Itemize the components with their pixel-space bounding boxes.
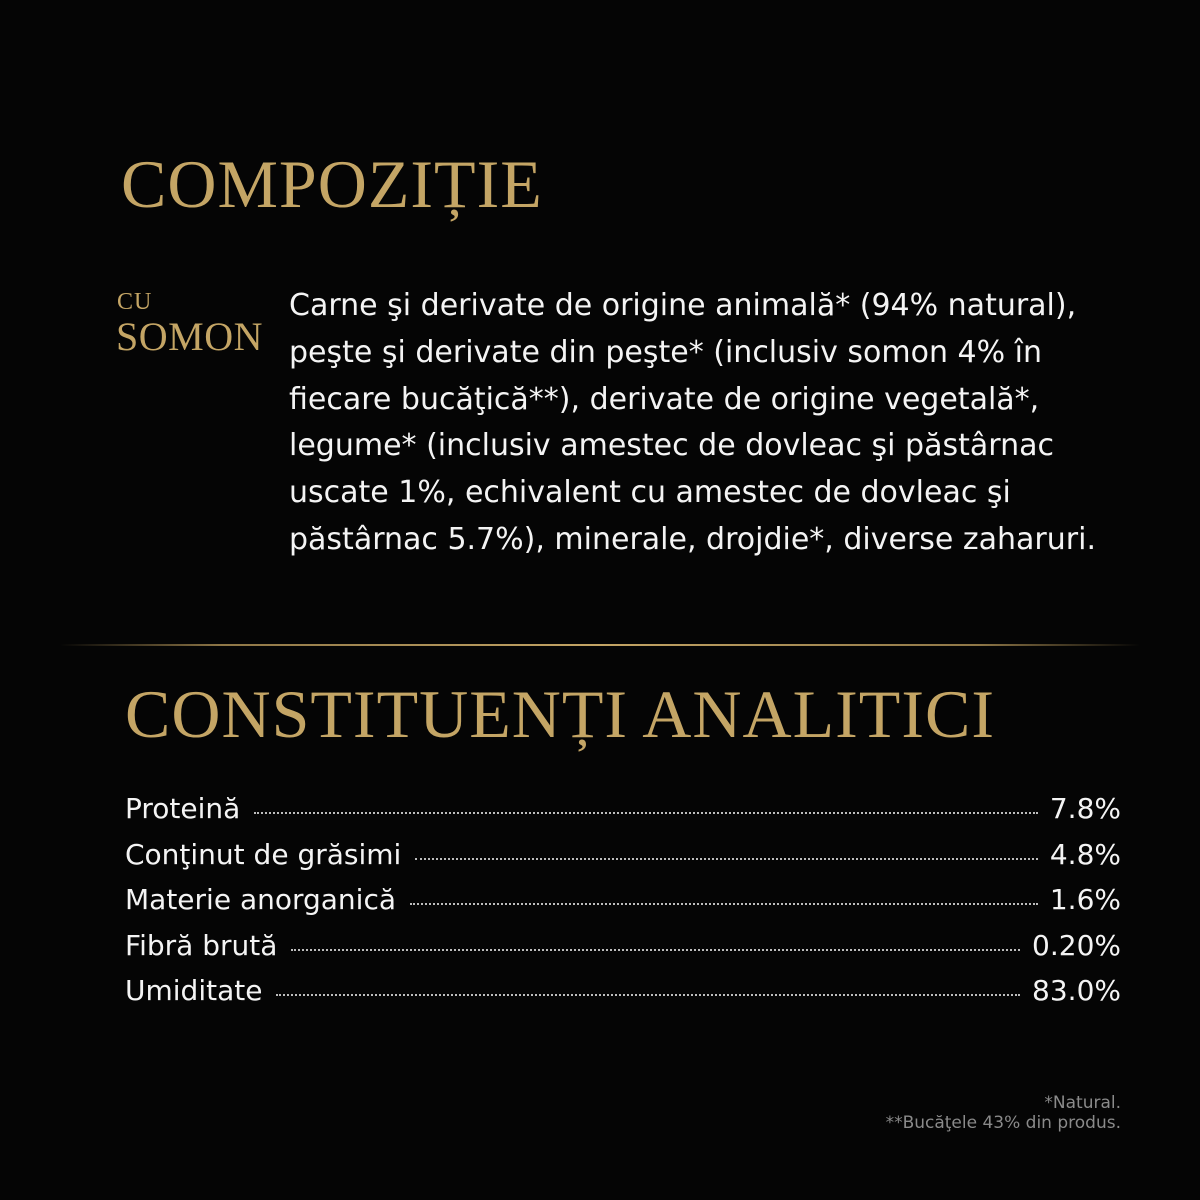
analytics-row-protein — [125, 786, 1121, 832]
composition-title: COMPOZIȚIE — [121, 146, 543, 222]
analytics-row-fiber — [125, 923, 1121, 969]
analytics-label: Fibră brută — [125, 928, 278, 962]
analytics-label: Proteină — [125, 792, 241, 825]
dot-leader — [276, 994, 1020, 996]
analytics-value: 1.6% — [1049, 883, 1121, 916]
analytics-label: Umiditate — [125, 974, 263, 1007]
footnotes — [886, 1093, 1121, 1133]
analytics-row-moisture — [125, 968, 1121, 1014]
dot-leader — [415, 858, 1038, 860]
dot-leader — [410, 903, 1038, 905]
analytics-label: Materie anorganică — [125, 883, 397, 916]
analytics-label: Conţinut de grăsimi — [125, 837, 402, 871]
section-divider — [60, 644, 1140, 646]
dot-leader — [291, 949, 1020, 951]
analytics-value: 83.0% — [1032, 974, 1121, 1007]
analytics-value: 0.20% — [1032, 928, 1121, 962]
analytics-row-ash — [125, 877, 1121, 923]
analytics-title: CONSTITUENȚI ANALITICI — [125, 676, 995, 752]
variant-label-big: SOMON — [116, 314, 263, 359]
analytics-value: 4.8% — [1049, 837, 1121, 871]
variant-label-small: CU — [117, 289, 153, 315]
footnote-pieces: **Bucăţele 43% din produs. — [885, 1113, 1121, 1133]
analytics-value: 7.8% — [1049, 792, 1121, 825]
dot-leader — [254, 812, 1038, 814]
analytics-list — [125, 786, 1121, 1014]
analytics-row-fat — [125, 832, 1121, 878]
ingredients-text: Carne şi derivate de origine animală* (94% natural), peşte şi derivate din peşte* (inclusiv somon 4% în fiecare bucăţică**), derivate de origine vegetală*, legume* (inclusiv amestec de dovleac şi păstârnac uscate 1%, echivalent cu amestec de dovleac şi păstârnac 5.7%), minerale, drojdie*, diverse zaharuri. — [289, 288, 1096, 557]
footnote-natural: *Natural. — [1044, 1093, 1121, 1113]
variant-label — [116, 290, 263, 357]
